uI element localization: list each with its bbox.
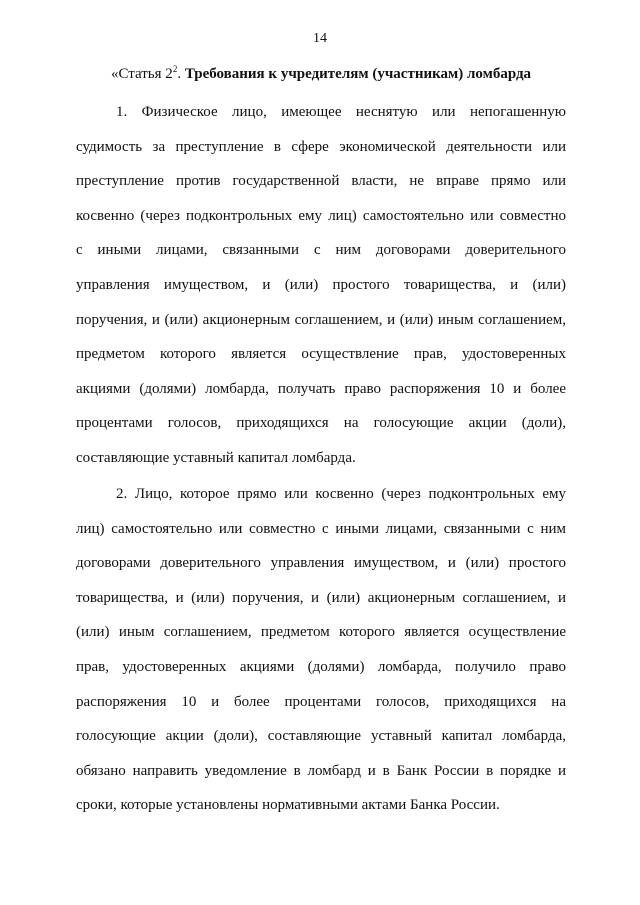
page-number: 14 [313, 31, 327, 46]
article-heading [76, 66, 566, 83]
paragraph-line: договорами доверительного управления имуществом, и (или) простого [76, 555, 566, 572]
paragraph-line: процентами голосов, приходящихся на голосующие акции (доли), [76, 415, 566, 432]
paragraph-line: с иными лицами, связанными с ним договорами доверительного [76, 242, 566, 259]
paragraph-line: (или) иным соглашением, предметом которого является осуществление [76, 624, 566, 641]
article-prefix: «Статья 2 [110, 66, 173, 82]
paragraph-line: обязано направить уведомление в ломбард и в Банк России в порядке и [76, 762, 566, 779]
paragraph-line: голосующие акции (доли), составляющие уставный капитал ломбарда, [76, 728, 566, 745]
article-dot: . [177, 66, 185, 82]
paragraph-line: предметом которого является осуществление прав, удостоверенных [76, 346, 566, 363]
paragraph-line: 2. Лицо, которое прямо или косвенно (через подконтрольных ему [116, 486, 566, 502]
paragraph-1 [76, 95, 566, 476]
article-title: Требования к учредителям (участникам) ломбарда [184, 66, 532, 82]
paragraph-line: товарищества, и (или) поручения, и (или) акционерным соглашением, и [76, 589, 566, 606]
paragraph-line: судимость за преступление в сфере экономической деятельности или [76, 138, 566, 155]
paragraph-line: косвенно (через подконтрольных ему лиц) самостоятельно или совместно [76, 207, 566, 224]
paragraph-2 [76, 477, 566, 823]
paragraph-line: прав, удостоверенных акциями (долями) ломбарда, получило право [76, 658, 566, 675]
paragraph-line: сроки, которые установлены нормативными актами Банка России. [76, 797, 500, 814]
paragraph-line: акциями (долями) ломбарда, получать право распоряжения 10 и более [76, 380, 566, 397]
paragraph-line: лиц) самостоятельно или совместно с иными лицами, связанными с ним [76, 520, 566, 537]
paragraph-line: поручения, и (или) акционерным соглашением, и (или) иным соглашением, [76, 311, 566, 328]
paragraph-line: управления имуществом, и (или) простого товарищества, и (или) [76, 276, 566, 293]
paragraph-line: распоряжения 10 и более процентами голосов, приходящихся на [76, 693, 566, 710]
paragraph-line: преступление против государственной власти, не вправе прямо или [76, 173, 566, 190]
paragraph-line: 1. Физическое лицо, имеющее неснятую или непогашенную [116, 104, 566, 120]
paragraph-line: составляющие уставный капитал ломбарда. [76, 449, 356, 466]
article-superscript: 2 [172, 64, 178, 74]
